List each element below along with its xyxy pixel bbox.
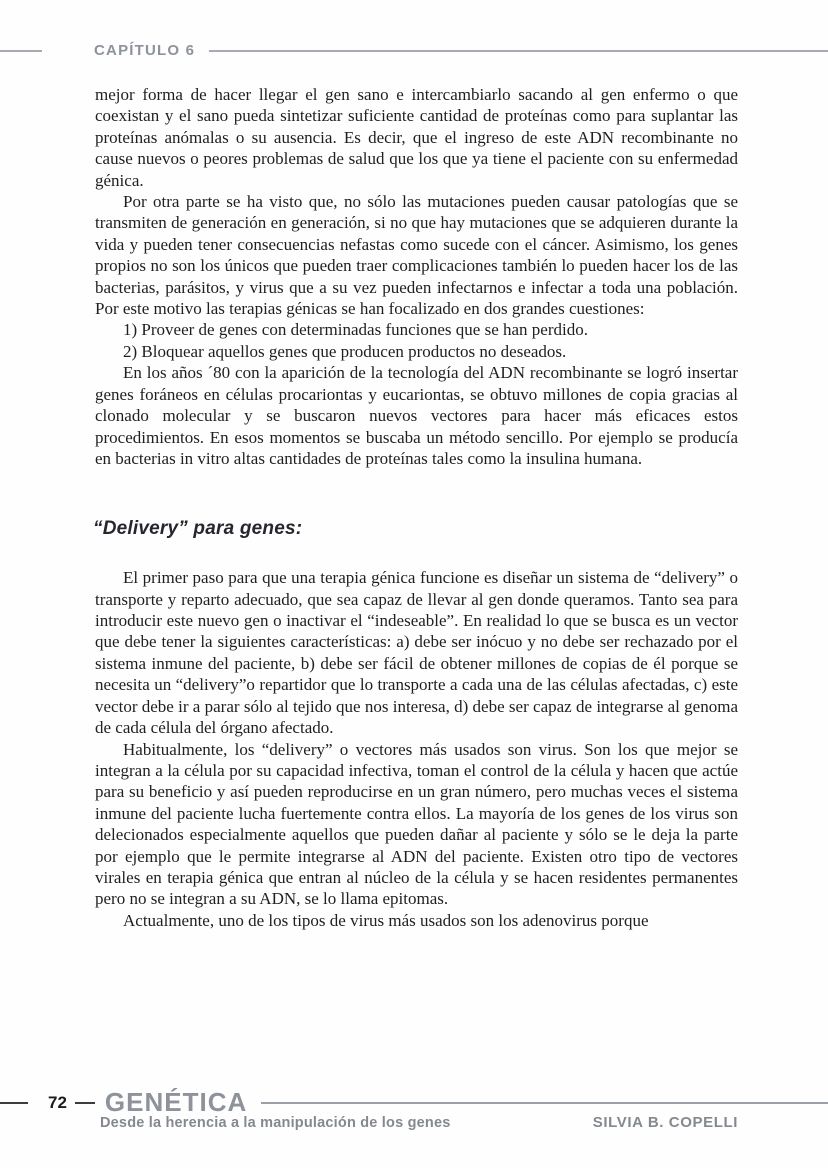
footer-dash <box>75 1102 95 1104</box>
header-rule-left <box>0 50 42 52</box>
author-name: SILVIA B. COPELLI <box>592 1114 738 1131</box>
body-paragraph: Actualmente, uno de los tipos de virus más usados son los adenovirus porque <box>123 910 649 930</box>
book-title: GENÉTICA <box>104 1087 248 1117</box>
numbered-list-item: 1) Proveer de genes con determinadas funciones que se han perdido. <box>123 320 588 340</box>
header-rule-right <box>209 50 828 52</box>
body-paragraph: mejor forma de hacer llegar el gen sano e intercambiarlo sacando al gen enfermo o que coexistan y el sano pueda sintetizar suficiente cantidad de proteínas como para suplantar las proteínas anómalas o su ausencia. Es decir, que el ingreso de este ADN recombinante no cause nuevos o peores problemas de salud que los que ya tiene el paciente con su enfermedad génica. <box>95 85 738 190</box>
footer-rule-left <box>0 1102 28 1104</box>
body-paragraph: El primer paso para que una terapia génica funcione es diseñar un sistema de “delivery” o transporte y reparto adecuado, que sea capaz de llevar al gen donde queramos. Tanto sea para introducir este nuevo gen o inactivar el “indeseable”. En realidad lo que se busca es un vector que debe tener la siguientes características: a) debe ser inócuo y no debe ser rechazado por el sistema inmune del paciente, b) debe ser fácil de obtener millones de copias de él porque se necesita un “delivery”o repartidor que lo transporte a cada una de las células afectadas, c) este vector debe ir a parar sólo al tejido que nos interesa, d) debe ser capaz de integrarse al genoma de cada célula del órgano afectado. <box>95 568 738 738</box>
body-paragraph: En los años ´80 con la aparición de la tecnología del ADN recombinante se logró insertar genes foráneos en células procariontas y eucariontas, se obtuvo millones de copia gracias al clonado molecular y se buscaron nuevos vectores para hacer más eficaces estos procedimientos. En esos momentos se buscaba un método sencillo. Por ejemplo se producía en bacterias in vitro altas cantidades de proteínas tales como la insulina humana. <box>95 363 738 468</box>
page-number: 72 <box>48 1092 67 1112</box>
section-heading: “Delivery” para genes: <box>93 518 303 540</box>
chapter-label: CAPÍTULO 6 <box>94 42 196 59</box>
body-paragraph: Habitualmente, los “delivery” o vectores más usados son virus. Son los que mejor se integran a la célula por su capacidad infectiva, toman el control de la célula y hacen que actúe para su beneficio y así pueden reproducirse en un gran número, pero muchas veces el sistema inmune del paciente lucha fuertemente contra ellos. La mayoría de los genes de los virus son delecionados especialmente aquellos que pueden dañar al paciente y sólo se le deja la parte por ejemplo que le permite integrarse al ADN del paciente. Existen otro tipo de vectores virales en terapia génica que entran al núcleo de la célula y se hacen residentes permanentes pero no se integran a su ADN, se lo llama epitomas. <box>95 739 738 909</box>
footer-rule-right <box>261 1102 828 1104</box>
body-paragraph: Por otra parte se ha visto que, no sólo las mutaciones pueden causar patologías que se transmiten de generación en generación, si no que hay mutaciones que se adquieren durante la vida y pueden tener consecuencias nefastas como sucede con el cáncer. Asimismo, los genes propios no son los únicos que pueden traer complicaciones también lo pueden hacer los de las bacterias, parásitos, y virus que a su vez pueden infectarnos e infectar a toda una población. Por este motivo las terapias génicas se han focalizado en dos grandes cuestiones: <box>95 192 738 319</box>
page-body <box>95 84 738 931</box>
footer-subrow <box>100 1114 738 1131</box>
book-subtitle: Desde la herencia a la manipulación de los genes <box>100 1115 451 1131</box>
page-header <box>0 42 828 59</box>
numbered-list-item: 2) Bloquear aquellos genes que producen productos no deseados. <box>123 341 567 361</box>
